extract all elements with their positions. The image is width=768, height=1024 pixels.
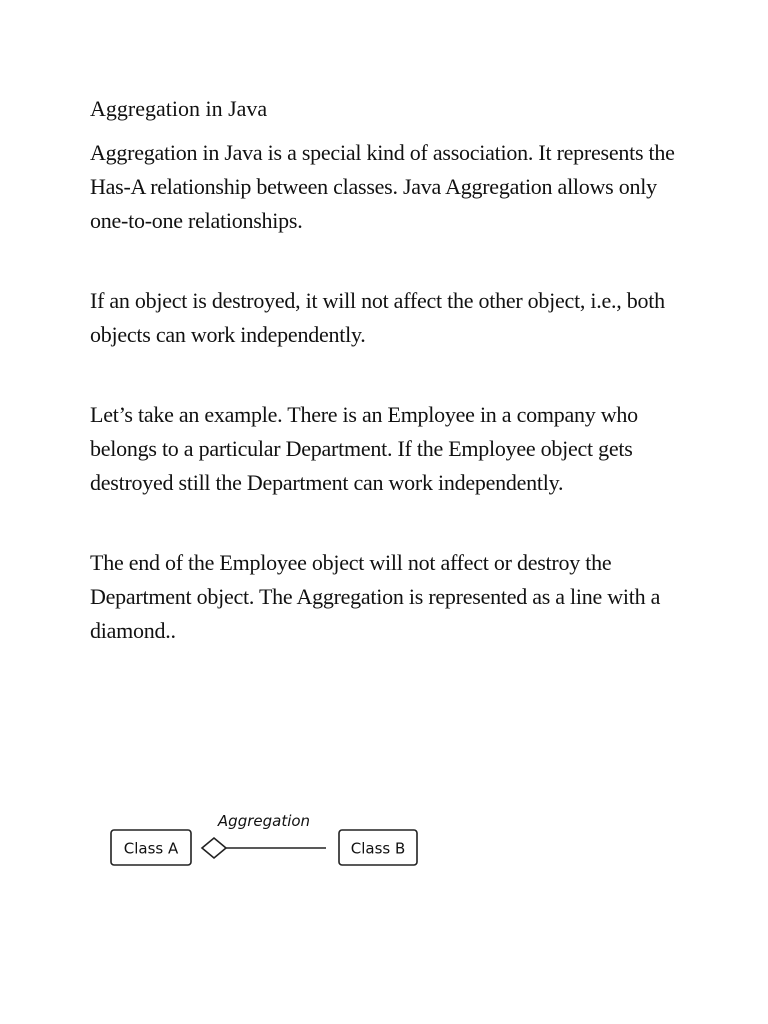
paragraph-independence: If an object is destroyed, it will not affect the other object, i.e., both objects can work independently.	[90, 288, 665, 347]
aggregation-label: Aggregation	[217, 812, 311, 830]
document-page	[90, 92, 690, 648]
class-a-label: Class A	[123, 839, 179, 858]
aggregation-diagram	[108, 800, 428, 880]
class-b-label: Class B	[350, 839, 406, 858]
paragraph-example: Let’s take an example. There is an Employee in a company who belongs to a particular Department. If the Employee object gets destroyed still the Department can work independently.	[90, 402, 638, 495]
paragraph-representation: The end of the Employee object will not affect or destroy the Department object. The Aggregation is represented as a line with a diamond..	[90, 550, 661, 643]
document-title: Aggregation in Java	[90, 96, 268, 121]
paragraph-definition: Aggregation in Java is a special kind of association. It represents the Has-A relationship between classes. Java Aggregation allows only one-to-one relationships.	[90, 140, 675, 233]
diamond-icon	[202, 838, 226, 858]
